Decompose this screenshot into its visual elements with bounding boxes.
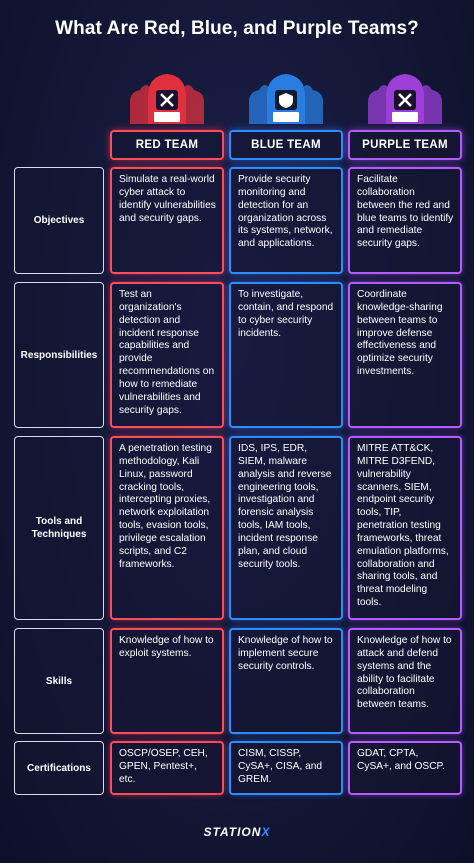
hacker-purple-icon — [360, 72, 450, 124]
responsibilities-purple-cell: Coordinate knowledge-sharing between teams to improve defense effectiveness and optimize security investments. — [348, 282, 462, 428]
responsibilities-blue-cell: To investigate, contain, and respond to cyber security incidents. — [229, 282, 343, 428]
purple-team-header: PURPLE TEAM — [348, 130, 462, 160]
row-label-objectives: Objectives — [14, 167, 104, 274]
certifications-purple-cell: GDAT, CPTA, CySA+, and OSCP. — [348, 741, 462, 795]
row-label-skills: Skills — [14, 628, 104, 734]
row-label-tools-and-techniques: Tools and Techniques — [14, 436, 104, 620]
stationx-logo — [187, 821, 287, 843]
certifications-red-cell: OSCP/OSEP, CEH, GPEN, Pentest+, etc. — [110, 741, 224, 795]
certifications-blue-cell: CISM, CISSP, CySA+, CISA, and GREM. — [229, 741, 343, 795]
tools-blue-cell: IDS, IPS, EDR, SIEM, malware analysis and reverse engineering tools, investigation and forensic analysis tools, IAM tools, incident response plan, and cloud security tools. — [229, 436, 343, 620]
skills-blue-cell: Knowledge of how to implement secure security controls. — [229, 628, 343, 734]
blue-team-header: BLUE TEAM — [229, 130, 343, 160]
red-team-header: RED TEAM — [110, 130, 224, 160]
page-title: What Are Red, Blue, and Purple Teams? — [55, 18, 419, 39]
hacker-blue-icon — [241, 72, 331, 124]
objectives-blue-cell: Provide security monitoring and detection for an organization across its systems, network, and applications. — [229, 167, 343, 274]
hacker-red-icon — [122, 72, 212, 124]
objectives-purple-cell: Facilitate collaboration between the red and blue teams to identify and remediate security gaps. — [348, 167, 462, 274]
row-label-certifications: Certifications — [14, 741, 104, 795]
skills-purple-cell: Knowledge of how to attack and defend systems and the ability to facilitate collaboration between teams. — [348, 628, 462, 734]
tools-purple-cell: MITRE ATT&CK, MITRE D3FEND, vulnerability scanners, SIEM, endpoint security tools, TIP, penetration testing frameworks, threat emulation platforms, collaboration and sharing tools, and threat modeling tools. — [348, 436, 462, 620]
tools-red-cell: A penetration testing methodology, Kali Linux, password cracking tools, intercepting proxies, network exploitation tools, evasion tools, privilege escalation scripts, and C2 frameworks. — [110, 436, 224, 620]
row-label-responsibilities: Responsibilities — [14, 282, 104, 428]
responsibilities-red-cell: Test an organization's detection and incident response capabilities and provide recommendations on how to remediate vulnerabilities and security gaps. — [110, 282, 224, 428]
skills-red-cell: Knowledge of how to exploit systems. — [110, 628, 224, 734]
objectives-red-cell: Simulate a real-world cyber attack to identify vulnerabilities and security gaps. — [110, 167, 224, 274]
logo-accent-text: X — [261, 825, 271, 839]
logo-main-text: STATION — [203, 825, 262, 839]
